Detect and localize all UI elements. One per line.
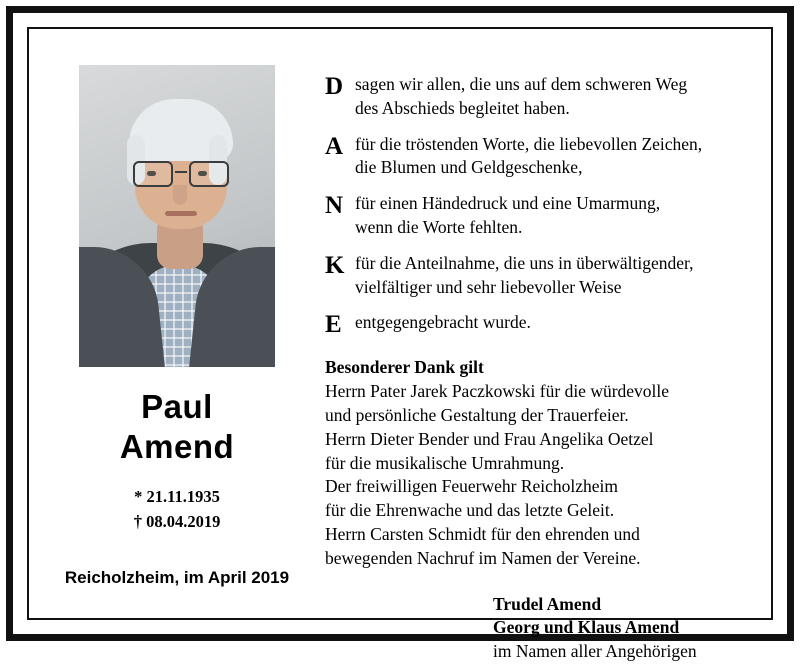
death-date: † 08.04.2019 — [133, 512, 221, 532]
danke-line: wenn die Worte fehlten. — [355, 216, 523, 237]
danke-acrostic — [325, 73, 751, 337]
danke-row — [325, 252, 751, 300]
thanks-line: Der freiwilligen Feuerwehr Reicholzheim — [325, 476, 619, 497]
danke-text — [355, 133, 751, 181]
danke-line: die Blumen und Geldgeschenke, — [355, 157, 583, 178]
danke-line: vielfältiger und sehr liebevoller Weise — [355, 276, 622, 297]
danke-line: entgegengebracht wurde. — [355, 312, 531, 333]
glasses-bridge — [175, 171, 187, 173]
signature-line: Trudel Amend — [493, 593, 602, 614]
danke-letter: A — [325, 132, 344, 160]
place-and-date: Reicholzheim, im April 2019 — [64, 568, 290, 587]
glasses-lens-right — [189, 161, 229, 187]
deceased-last-name: Amend — [119, 428, 235, 466]
portrait-mouth — [165, 211, 197, 216]
signature-line: im Namen aller Angehörigen — [493, 641, 697, 662]
thanks-line: und persönliche Gestaltung der Trauerfeier. — [325, 404, 629, 425]
danke-letter: K — [325, 251, 345, 279]
danke-text — [355, 311, 751, 335]
thanks-line: Herrn Dieter Bender und Frau Angelika Oetzel — [325, 428, 654, 449]
right-column — [303, 47, 751, 662]
danke-row — [325, 311, 751, 337]
thanks-line: für die Ehrenwache und das letzte Geleit. — [325, 500, 615, 521]
danke-line: für einen Händedruck und eine Umarmung, — [355, 193, 661, 214]
danke-row — [325, 192, 751, 240]
inner-border — [27, 27, 773, 662]
danke-line: für die tröstenden Worte, die liebevollen Zeichen, — [355, 133, 703, 154]
danke-letter: E — [325, 311, 342, 339]
danke-letter: N — [325, 192, 344, 220]
danke-text — [355, 192, 751, 240]
outer-border — [6, 6, 794, 662]
signature-block — [493, 593, 751, 664]
danke-line: des Abschieds begleitet haben. — [355, 97, 570, 118]
birth-date: * 21.11.1935 — [134, 486, 220, 506]
deceased-name — [120, 387, 234, 468]
portrait-nose — [173, 185, 187, 205]
danke-line: sagen wir allen, die uns auf dem schweren Weg — [355, 74, 688, 94]
glasses-lens-left — [133, 161, 173, 187]
signature-line: Georg und Klaus Amend — [493, 617, 680, 638]
danke-row — [325, 73, 751, 121]
danke-row — [325, 133, 751, 181]
thanks-line: Herrn Pater Jarek Paczkowski für die würdevolle — [325, 381, 670, 402]
danke-letter: D — [325, 73, 344, 100]
thanks-line: Herrn Carsten Schmidt für den ehrenden und — [325, 523, 640, 544]
thanks-line: bewegenden Nachruf im Namen der Vereine. — [325, 547, 641, 568]
special-thanks-text — [325, 380, 751, 570]
danke-text — [355, 252, 751, 300]
life-dates — [134, 484, 221, 535]
thanks-line: für die musikalische Umrahmung. — [325, 452, 565, 473]
obituary-content — [29, 29, 771, 662]
special-thanks-title: Besonderer Dank gilt — [325, 357, 484, 378]
left-column — [51, 47, 303, 608]
danke-text — [355, 73, 751, 121]
portrait-photo — [79, 65, 275, 367]
deceased-first-name: Paul — [141, 388, 213, 425]
danke-line: für die Anteilnahme, die uns in überwältigender, — [355, 252, 694, 273]
